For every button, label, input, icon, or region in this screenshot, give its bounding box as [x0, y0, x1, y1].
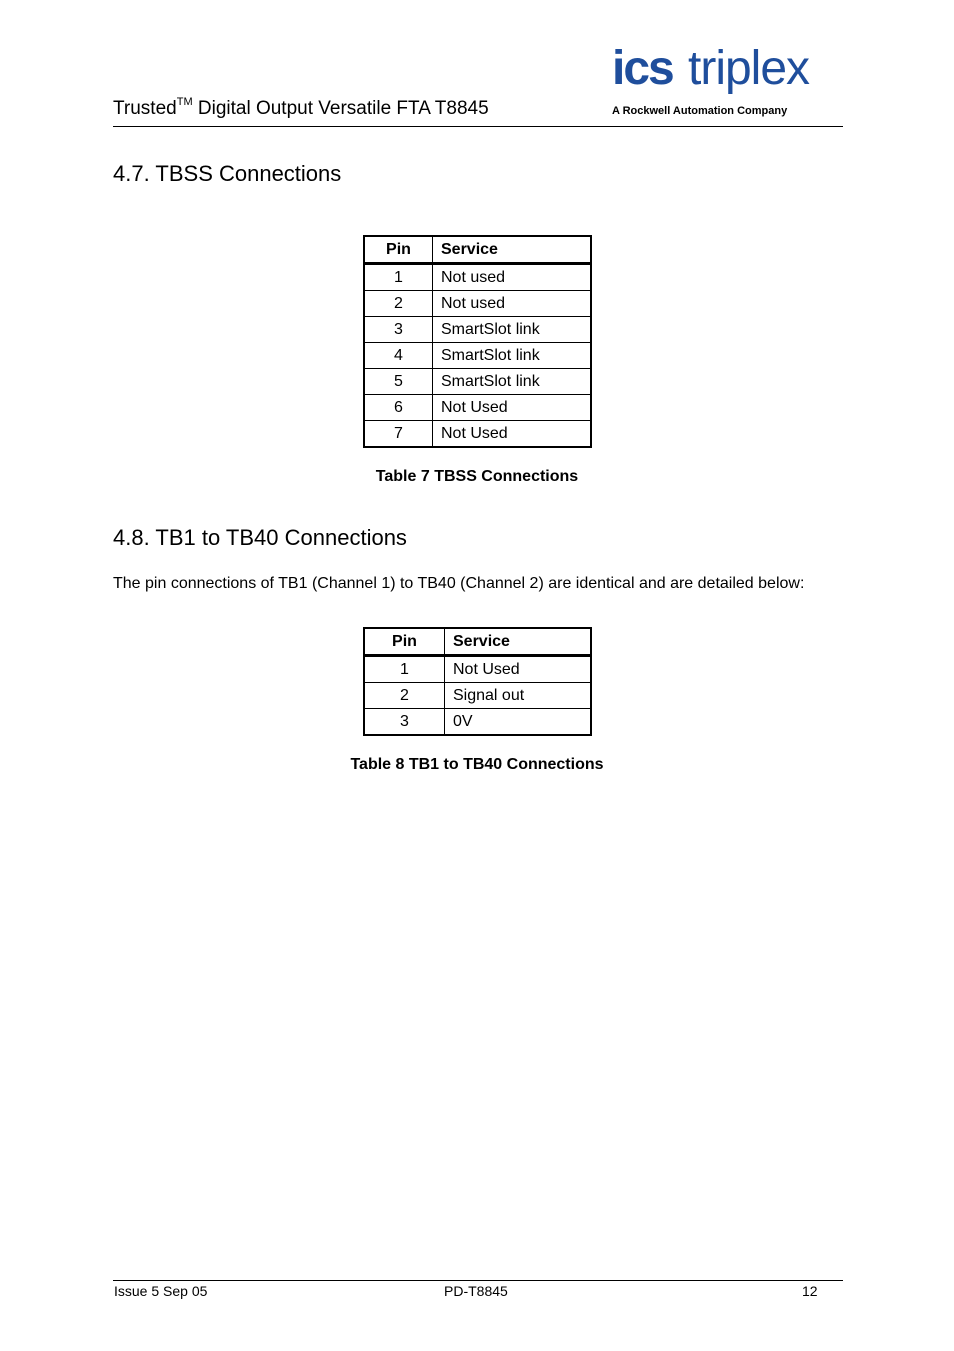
logo-tagline	[612, 105, 788, 117]
service-cell: Not Used	[445, 656, 592, 683]
intro-paragraph: The pin connections of TB1 (Channel 1) to TB40 (Channel 2) are identical and are detailed below:	[113, 575, 805, 592]
column-header-service: Service	[433, 236, 592, 264]
logo-brand-right: triplex	[688, 44, 810, 95]
pin-cell: 6	[364, 395, 433, 421]
table-row	[364, 317, 591, 343]
logo-tagline-prefix: A	[612, 105, 623, 117]
service-cell: SmartSlot link	[433, 369, 592, 395]
footer-divider	[113, 1280, 843, 1281]
pin-cell: 1	[364, 264, 433, 291]
table-row	[364, 395, 591, 421]
table-8-caption: Table 8 TB1 to TB40 Connections	[350, 756, 604, 773]
pin-cell: 5	[364, 369, 433, 395]
service-cell: 0V	[445, 709, 592, 736]
table-row	[364, 709, 591, 736]
table-7-caption: Table 7 TBSS Connections	[375, 468, 579, 485]
trademark-superscript: TM	[176, 96, 193, 108]
table-row	[364, 343, 591, 369]
header-divider	[113, 126, 843, 127]
column-header-pin: Pin	[364, 628, 445, 656]
service-cell: Signal out	[445, 683, 592, 709]
service-cell: SmartSlot link	[433, 343, 592, 369]
logo-tagline-bold: Rockwell Automation	[622, 105, 735, 117]
pin-cell: 3	[364, 709, 445, 736]
service-cell: Not Used	[433, 421, 592, 448]
column-header-service: Service	[445, 628, 592, 656]
ics-triplex-logo	[612, 44, 844, 118]
tbss-connections-table	[363, 235, 592, 448]
service-cell: Not used	[433, 291, 592, 317]
table-row	[364, 656, 591, 683]
footer-doc-number: PD-T8845	[444, 1283, 508, 1299]
tb1-tb40-connections-table	[363, 627, 592, 736]
table-header-row	[364, 236, 591, 264]
title-rest: Digital Output Versatile FTA T8845	[192, 98, 489, 119]
footer-issue: Issue 5 Sep 05	[114, 1283, 208, 1299]
pin-cell: 3	[364, 317, 433, 343]
pin-cell: 2	[364, 683, 445, 709]
footer-page-number: 12	[802, 1283, 818, 1299]
document-title	[113, 98, 489, 120]
section-heading-tb1-tb40: 4.8. TB1 to TB40 Connections	[113, 525, 407, 550]
service-cell: Not used	[433, 264, 592, 291]
pin-cell: 1	[364, 656, 445, 683]
table-row	[364, 683, 591, 709]
column-header-pin: Pin	[364, 236, 433, 264]
pin-cell: 4	[364, 343, 433, 369]
title-prefix: Trusted	[113, 98, 177, 119]
service-cell: SmartSlot link	[433, 317, 592, 343]
pin-cell: 7	[364, 421, 433, 448]
table-header-row	[364, 628, 591, 656]
pin-cell: 2	[364, 291, 433, 317]
table-row	[364, 264, 591, 291]
logo-tagline-suffix: Company	[734, 105, 788, 117]
section-heading-tbss: 4.7. TBSS Connections	[113, 161, 342, 186]
table-row	[364, 291, 591, 317]
logo-brand-left: ics	[612, 44, 673, 95]
service-cell: Not Used	[433, 395, 592, 421]
table-row	[364, 421, 591, 448]
table-row	[364, 369, 591, 395]
